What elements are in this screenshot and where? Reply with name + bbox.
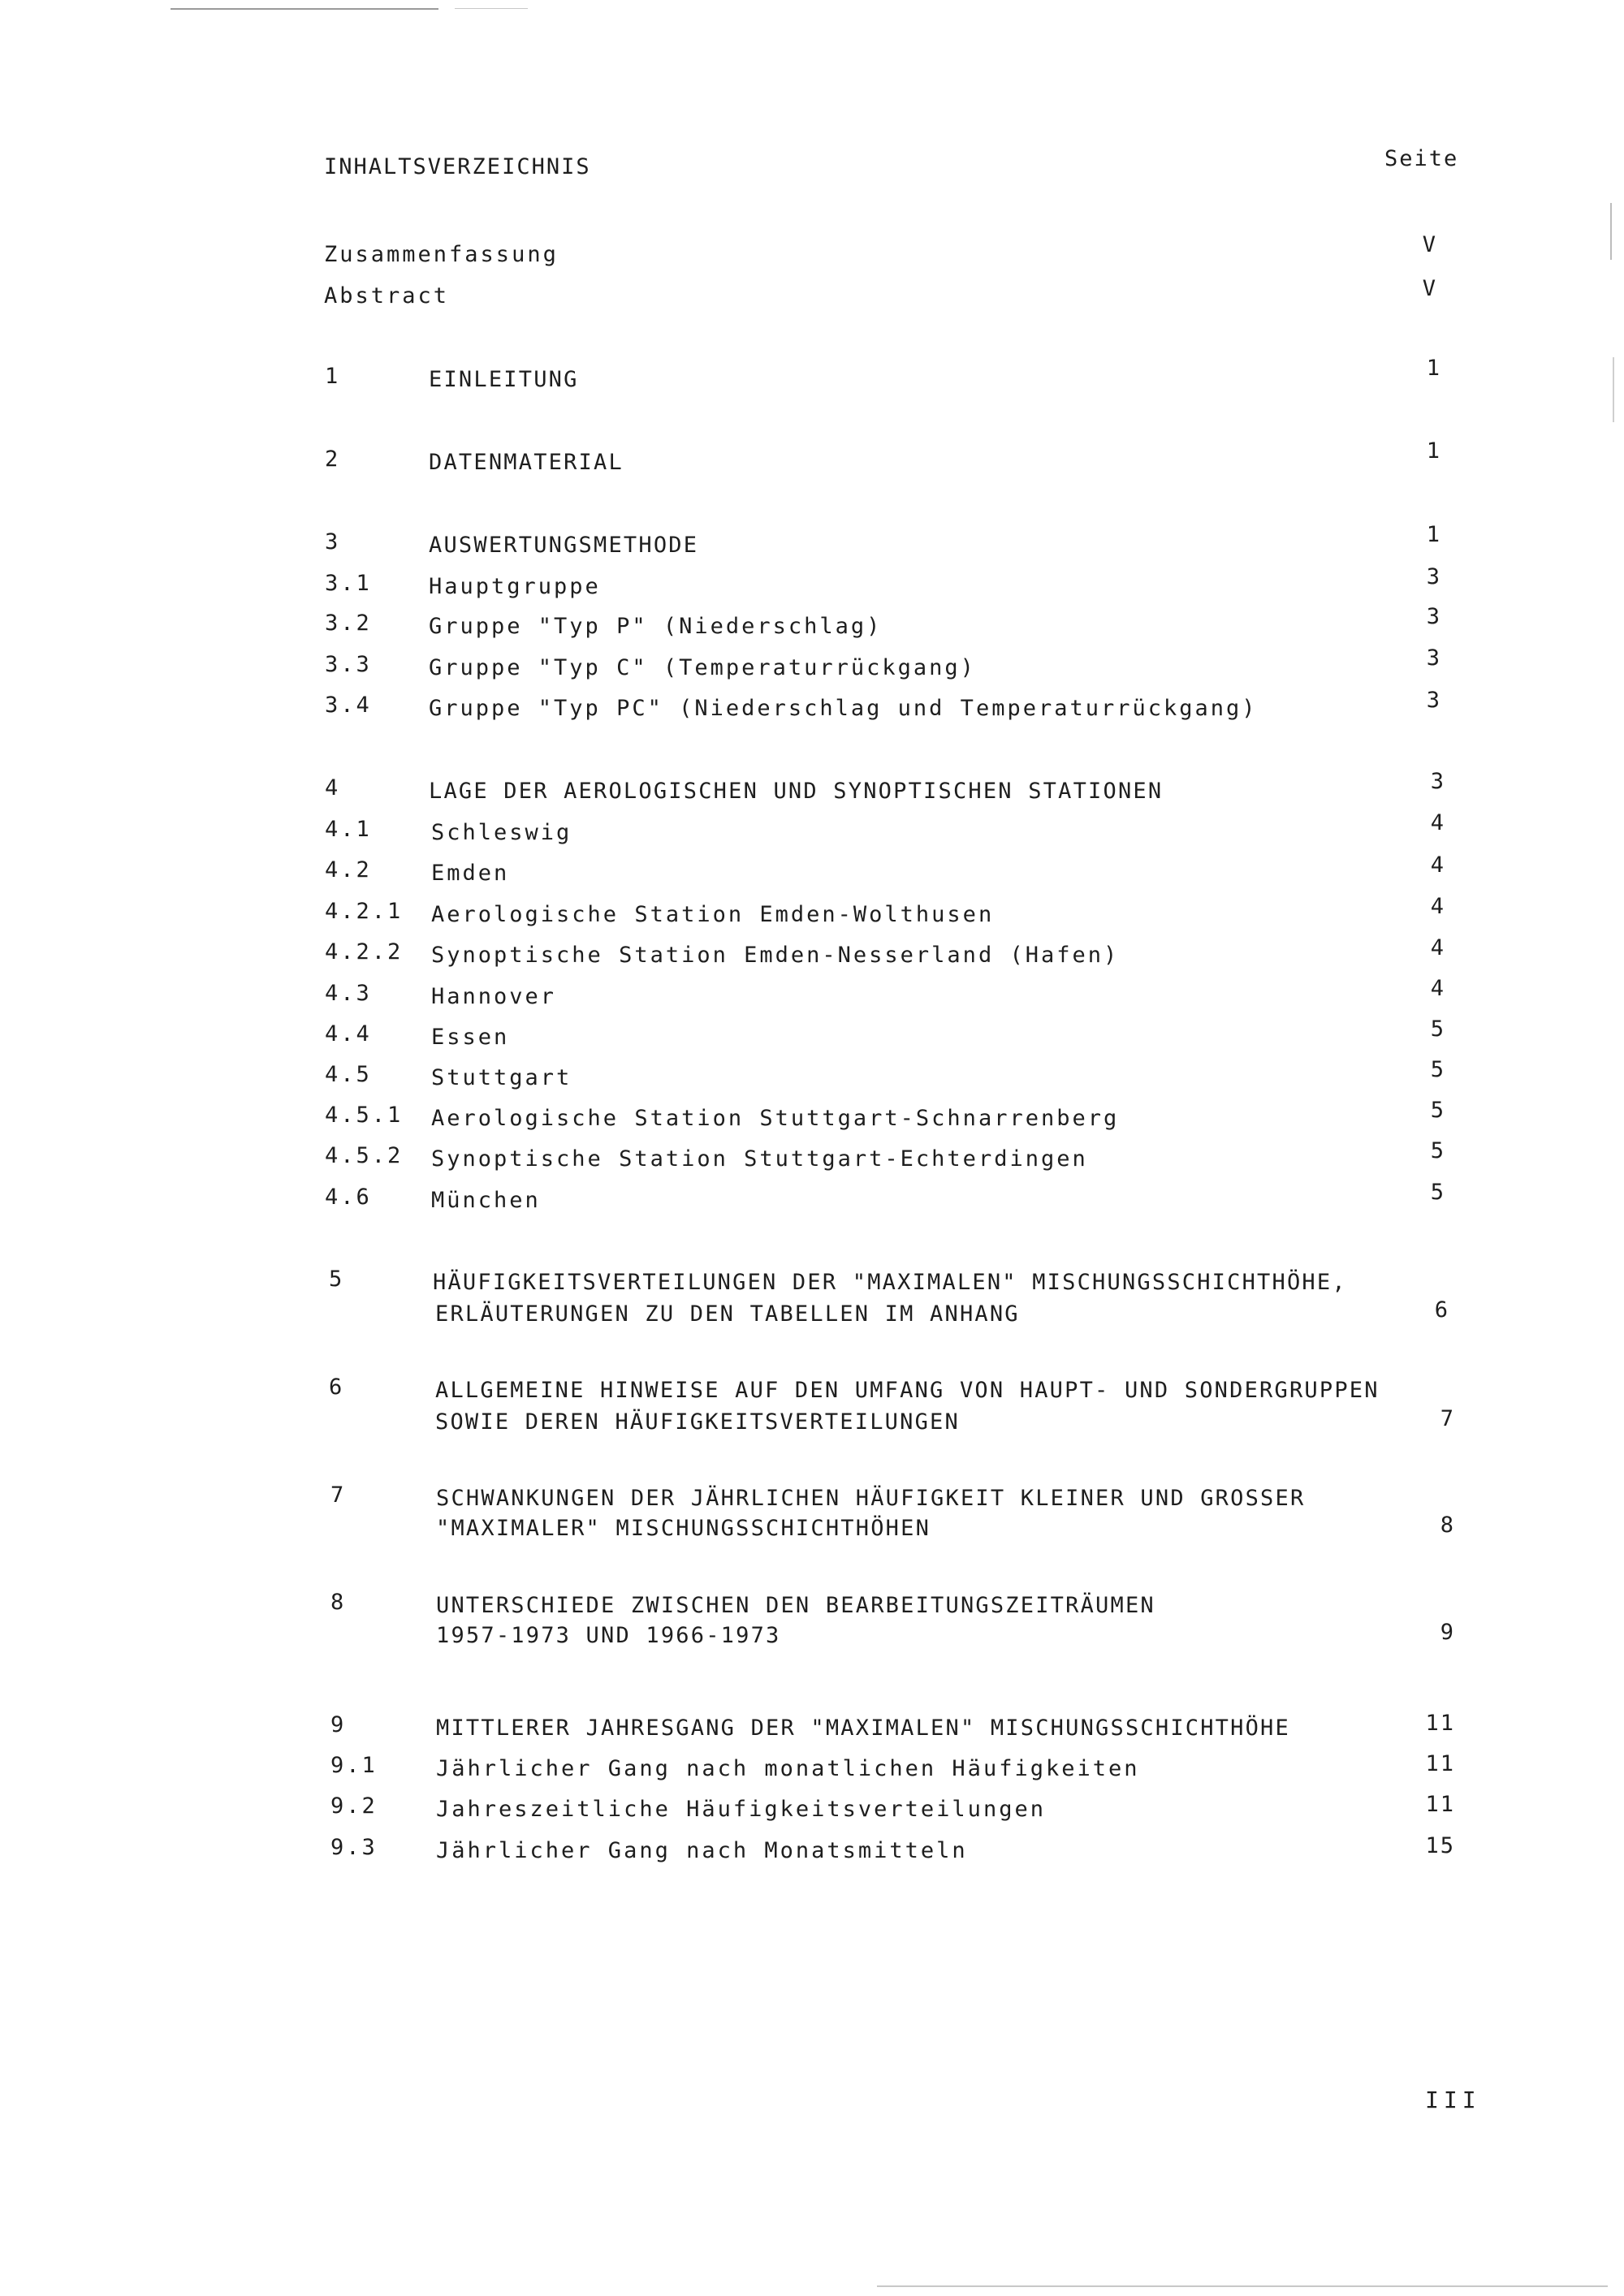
toc-entry-number: 9.2 [330, 1793, 378, 1819]
toc-entry-page: 4 [1430, 976, 1445, 1001]
toc-entry-number: 9 [330, 1712, 347, 1737]
toc-entry-number: 3.2 [325, 611, 372, 636]
toc-entry-title: SCHWANKUNGEN DER JÄHRLICHEN HÄUFIGKEIT KLEINER UND GROSSER [436, 1486, 1306, 1511]
toc-entry-page: 1 [1426, 438, 1441, 464]
toc-entry-number: 3.4 [325, 693, 372, 718]
toc-entry-title: ALLGEMEINE HINWEISE AUF DEN UMFANG VON HAUPT- UND SONDERGRUPPEN [435, 1378, 1380, 1403]
toc-entry-title: Schleswig [431, 820, 572, 845]
toc-entry-title: Jahreszeitliche Häufigkeitsverteilungen [436, 1797, 1046, 1822]
toc-entry-title: Gruppe "Typ P" (Niederschlag) [429, 614, 883, 639]
toc-entry-title: Synoptische Station Stuttgart-Echterdingen [431, 1146, 1088, 1172]
toc-entry-number: 8 [330, 1590, 347, 1615]
toc-entry-number: 9.1 [330, 1753, 378, 1778]
toc-entry-page: 4 [1430, 935, 1445, 960]
toc-entry-number: 4.1 [325, 817, 372, 842]
toc-entry-title-line2: "MAXIMALER" MISCHUNGSSCHICHTHÖHEN [436, 1516, 931, 1541]
toc-entry-page: 1 [1426, 522, 1441, 547]
toc-entry-page: 3 [1426, 688, 1441, 713]
toc-entry-title: MITTLERER JAHRESGANG DER "MAXIMALEN" MISCHUNGSSCHICHTHÖHE [436, 1716, 1290, 1741]
toc-entry-page: 4 [1430, 852, 1445, 878]
toc-entry-title-line2: 1957-1973 UND 1966-1973 [436, 1623, 781, 1648]
toc-entry-title-line2: ERLÄUTERUNGEN ZU DEN TABELLEN IM ANHANG [435, 1301, 1020, 1327]
toc-entry-page: 5 [1430, 1138, 1445, 1163]
toc-entry-page: 5 [1430, 1016, 1445, 1042]
toc-entry-number: 4.2.1 [325, 899, 404, 924]
toc-entry-number: 4.2 [325, 857, 372, 883]
toc-entry-page: 9 [1440, 1620, 1455, 1645]
toc-entry-page: 4 [1430, 810, 1445, 835]
toc-entry-number: 1 [325, 364, 341, 389]
toc-entry-page: 1 [1426, 356, 1441, 381]
toc-entry-page: 11 [1425, 1751, 1455, 1776]
toc-entry-title: Jährlicher Gang nach Monatsmitteln [436, 1838, 968, 1863]
toc-entry-number: 4.2.2 [325, 939, 404, 965]
toc-entry-title: Hannover [431, 984, 557, 1009]
toc-entry-number: 4.5.1 [325, 1103, 404, 1128]
toc-entry-title: Essen [431, 1025, 510, 1050]
toc-entry-page: 5 [1430, 1180, 1445, 1205]
toc-entry-number: 4.5.2 [325, 1143, 404, 1168]
toc-entry-page: V [1422, 232, 1437, 257]
page-column-label: Seite [1384, 146, 1459, 171]
toc-entry-title: DATENMATERIAL [429, 450, 624, 475]
toc-entry-page: 3 [1426, 564, 1441, 589]
toc-entry-number: 3 [325, 529, 341, 555]
toc-entry-page: 11 [1425, 1792, 1455, 1817]
toc-entry-page: 6 [1434, 1297, 1449, 1323]
toc-entry-title: LAGE DER AEROLOGISCHEN UND SYNOPTISCHEN STATIONEN [429, 779, 1164, 804]
toc-entry-page: 5 [1430, 1098, 1445, 1123]
toc-entry-number: 4.6 [325, 1185, 372, 1210]
toc-entry-title: Synoptische Station Emden-Nesserland (Hafen) [431, 943, 1120, 968]
toc-entry-number: 4.5 [325, 1062, 372, 1087]
toc-entry-number: 7 [330, 1482, 347, 1508]
toc-entry-number: 9.3 [330, 1835, 378, 1860]
toc-entry-title: Hauptgruppe [429, 574, 601, 599]
toc-entry-title: HÄUFIGKEITSVERTEILUNGEN DER "MAXIMALEN" MISCHUNGSSCHICHTHÖHE, [433, 1270, 1347, 1295]
toc-entry-number: 3.1 [325, 571, 372, 596]
toc-entry-title: Emden [431, 861, 510, 886]
toc-entry-title: Zusammenfassung [324, 242, 559, 267]
toc-entry-page: 3 [1430, 769, 1445, 794]
toc-entry-number: 4.3 [325, 981, 372, 1006]
toc-entry-page: 7 [1440, 1406, 1455, 1431]
page-number: III [1425, 2087, 1481, 2113]
toc-entry-page: 8 [1440, 1513, 1455, 1538]
toc-entry-title: München [431, 1188, 541, 1213]
toc-entry-page: 3 [1426, 645, 1441, 671]
toc-heading: INHALTSVERZEICHNIS [324, 154, 591, 179]
toc-entry-number: 2 [325, 447, 341, 472]
toc-entry-title: Jährlicher Gang nach monatlichen Häufigkeiten [436, 1756, 1140, 1781]
toc-entry-title: Gruppe "Typ C" (Temperaturrückgang) [429, 655, 976, 680]
toc-entry-number: 3.3 [325, 652, 372, 677]
toc-entry-number: 5 [329, 1267, 345, 1292]
toc-entry-title: EINLEITUNG [429, 367, 579, 392]
toc-entry-number: 4 [325, 775, 341, 801]
toc-entry-page: 15 [1425, 1833, 1455, 1858]
toc-entry-title-line2: SOWIE DEREN HÄUFIGKEITSVERTEILUNGEN [435, 1409, 960, 1435]
toc-entry-page: 11 [1425, 1711, 1455, 1736]
toc-entry-page: 5 [1430, 1057, 1445, 1082]
toc-entry-title: Aerologische Station Emden-Wolthusen [431, 902, 995, 927]
toc-entry-page: V [1422, 276, 1437, 301]
toc-entry-title: Gruppe "Typ PC" (Niederschlag und Temperaturrückgang) [429, 696, 1258, 721]
toc-entry-page: 3 [1426, 604, 1441, 629]
toc-entry-page: 4 [1430, 894, 1445, 919]
toc-entry-title: UNTERSCHIEDE ZWISCHEN DEN BEARBEITUNGSZEITRÄUMEN [436, 1593, 1155, 1618]
toc-entry-title: Stuttgart [431, 1065, 572, 1090]
toc-entry-number: 6 [329, 1375, 345, 1400]
toc-entry-title: AUSWERTUNGSMETHODE [429, 533, 699, 558]
toc-entry-number: 4.4 [325, 1021, 372, 1047]
toc-entry-title: Aerologische Station Stuttgart-Schnarrenberg [431, 1106, 1120, 1131]
toc-entry-title: Abstract [324, 283, 450, 309]
